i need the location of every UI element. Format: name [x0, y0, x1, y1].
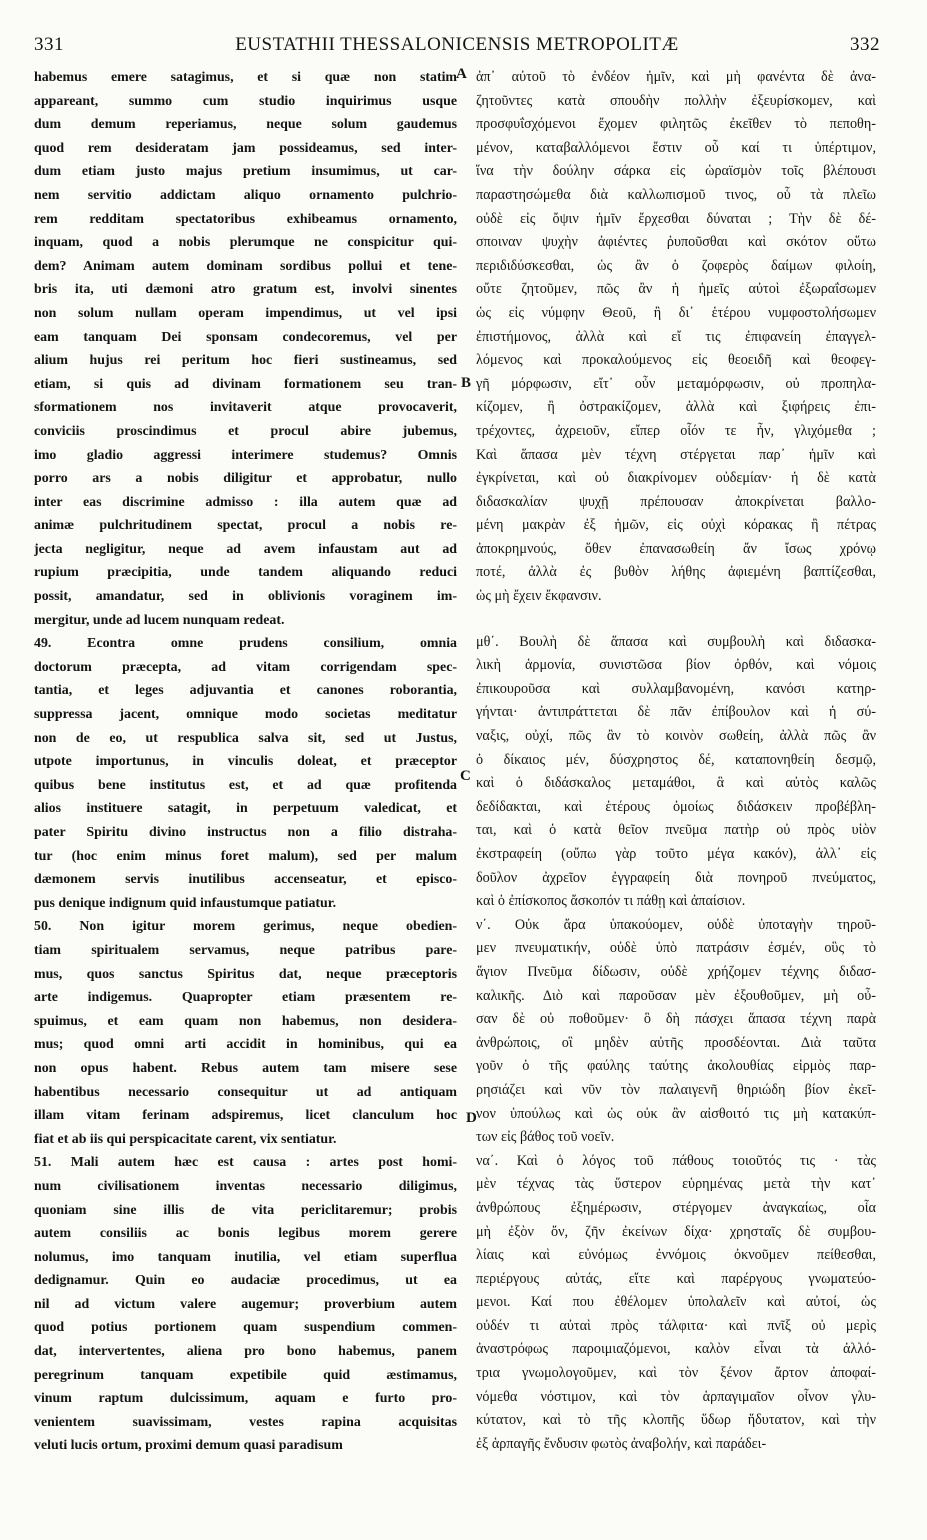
text-line: tiam spiritualem servamus, neque patribus pare- — [34, 942, 457, 958]
running-title: EUSTATHII THESSALONICENSIS METROPOLITÆ — [235, 34, 679, 55]
text-line: να΄. Καὶ ὁ λόγος τοῦ πάθους τοιοῦτός τις · τὰς — [476, 1152, 876, 1169]
text-line: 49. Econtra omne prudens consilium, omnia — [34, 636, 457, 652]
greek-column — [476, 66, 876, 1456]
text-line: pus denique indignum quid infaustumque patiatur. — [34, 895, 337, 911]
text-line: dedignamur. Quin eo audaciæ procedimus, ut ea — [34, 1273, 457, 1289]
text-line: inter eas discrimine admisso : illa autem quæ ad — [34, 494, 457, 510]
text-line: rupium præcipitia, unde tandem aliquando reduci — [34, 565, 457, 581]
text-line: conviciis proscindimus et procul abire jubemus, — [34, 423, 457, 439]
text-line: 51. Mali autem hæc est causa : artes post homi- — [34, 1155, 457, 1171]
text-line: appareant, summo cum studio inquirimus usque — [34, 93, 457, 109]
text-line: τρια γνωμολογοῦμεν, καὶ τὸν ξένον ἄρτον ἀποφαί- — [476, 1365, 876, 1382]
text-line: quod potius portionem quam suspendium commen- — [34, 1320, 457, 1336]
text-line: nolumus, imo tanquam inutilia, vel etiam superflua — [34, 1249, 457, 1265]
margin-letter-c: C — [460, 768, 471, 784]
text-line: rem redditam spectatoribus exhibeamus ornamento, — [34, 211, 457, 227]
text-line: 50. Non igitur morem gerimus, neque obedien- — [34, 919, 457, 935]
text-line: μεν πνευματικήν, οὐδὲ ὑπὸ πατράσιν ἐσμέν, οὓς τὸ — [476, 940, 876, 957]
text-line: sformationem nos invitaverit atque provocaverit, — [34, 400, 457, 416]
text-line: λίαις καὶ εὐνόμως ἐννόμοις ὀκνοῦμεν πείθεσθαι, — [476, 1247, 876, 1264]
text-line: περιδιδύσκεσθαι, ὡς ἂν ὁ ζοφερὸς δαίμων φιλοίη, — [476, 257, 876, 274]
text-line: μένον, καταβαλλόμενοι ἔστιν οὗ καί τι ὑπέρτιμον, — [476, 139, 876, 156]
text-line: γοῦν ὁ τῆς φαύλης ταύτης ἀκολουθίας εἱρμὸς παρ- — [476, 1058, 876, 1075]
text-line: οὔτε ζητοῦμεν, πῶς ἂν ἡ ἡμεῖς αὐτοὶ ἐξωραΐσωμεν — [476, 281, 876, 298]
text-line: ποτέ, ἀλλὰ ἐς βυθὸν λήθης ἀφιεμένη βαπτίζεσθαι, — [476, 564, 876, 581]
text-line: mus, quos sanctus Spiritus dat, neque præceptoris — [34, 966, 457, 982]
text-line: venientem suavissimam, vestes rapina acquisitas — [34, 1414, 457, 1430]
text-line: alium hujus rei peritum hoc fieri sustineamus, sed — [34, 353, 457, 369]
text-line: μὲν τέχνας τὰς ὕστερον εὑρημένας μετὰ τὴν κατ᾿ — [476, 1176, 876, 1193]
text-line: quod rem desideratam jam possideamus, sed inter- — [34, 140, 457, 156]
text-line: animæ pulchritudinem spectat, procul a nobis re- — [34, 518, 457, 534]
text-line: jecta negligitur, neque ad avem infaustam aut ad — [34, 541, 457, 557]
text-line: γῆ μόρφωσιν, εἴτ᾿ οὖν μεταμόρφωσιν, οὐ προπηλα- — [476, 375, 876, 392]
text-line: οὐδὲ εἰς ὄψιν ἡμῖν ἔρχεσθαι δύναται ; Τὴν δὲ δέ- — [476, 210, 876, 227]
text-line: καλικῆς. Διὸ καὶ παροῦσαν μὲν ἐξουθοῦμεν, μὴ οὖ- — [476, 987, 876, 1004]
text-line: quoniam sine illis de vita periclitaremur; probis — [34, 1202, 457, 1218]
text-line: veluti lucis ortum, proximi demum quasi paradisum — [34, 1438, 343, 1454]
text-line: nem servitio addictam aliquo ornamento pulchrio- — [34, 187, 457, 203]
text-line: νον ὑπούλως καὶ ὡς οὐκ ἂν αἰσθοιτό τις μὴ κατακύπ- — [476, 1105, 876, 1122]
text-line: arte indigemus. Quapropter etiam præsentem re- — [34, 990, 457, 1006]
text-line: ἅγιον Πνεῦμα δίδωσιν, οὐδὲ χρήζομεν τέχνης διδασ- — [476, 963, 876, 980]
text-line: νόμεθα νόστιμον, καὶ τὸν ἁρπαγιμαῖον οἶνον γλυ- — [476, 1388, 876, 1405]
text-line: ρησιάζει καὶ νῦν τὸν παλαιγενῆ θηριώδη βίον ἐκεῖ- — [476, 1081, 876, 1098]
text-line: mus; quod omni arti accidit in hominibus, qui ea — [34, 1037, 457, 1053]
text-line: num civilisationem inventas necessario diligimus, — [34, 1178, 457, 1194]
text-line: γήνται· ἀντιπράττεται δὲ πᾶν ἐπίβουλον καὶ ἡ σύ- — [476, 704, 876, 721]
text-line: illam vitam ferinam adspiremus, licet clanculum hoc — [34, 1108, 457, 1124]
text-line: τρέχοντες, ἀχρειοῦν, εἴπερ οἷόν τε ἦν, γλιχόμεθα ; — [476, 422, 876, 439]
text-line: peregrinum tanquam expetibile quid æstimamus, — [34, 1367, 457, 1383]
text-line: παραστησώμεθα διὰ καλλωπισμοῦ τινος, οὗ τὰ πλεῖω — [476, 186, 876, 203]
text-line: non de eo, ut respublica salva sit, sed ut Justus, — [34, 730, 457, 746]
page-number-left: 331 — [34, 34, 64, 55]
text-line: προσφυΐσχόμενοι ἔχομεν φιλητῶς ἐκεῖθεν τὸ πεποθη- — [476, 116, 876, 133]
text-line: μένη μακρὰν ἐξ ἡμῶν, εἰς οὐχὶ κόρακας ἢ πέτρας — [476, 517, 876, 534]
text-line: ἐγκρίνεται, καὶ οὐ διακρίνομεν οὐδεμίαν· ἡ δὲ κατὰ — [476, 470, 876, 487]
text-line: ἀποκρημνούς, ὅθεν ἐπανασωθείη ἄν ἴσως χρόνῳ — [476, 540, 876, 557]
text-line: δοῦλον ἀχρεῖον ἐγγραφείη διὰ πονηροῦ πνεύματος, — [476, 869, 876, 886]
text-line: etiam, si quis ad divinam formationem seu tran- — [34, 376, 457, 392]
text-line: καὶ ὁ διδάσκαλος μεταμάθοι, ἃ καὶ αὐτὸς καλῶς — [476, 775, 876, 792]
paragraph-gap — [476, 609, 876, 631]
text-line: ἀνθρώπους ἐξημέρωσιν, στέργομεν ἀναγκαίως, οἷα — [476, 1199, 876, 1216]
text-line: ναξις, οὐχί, πῶς ἂν τὸ κοινὸν σωθείη, ἀλλὰ πῶς ἂν — [476, 728, 876, 745]
text-line: spuimus, et eam quam non habemus, non desidera- — [34, 1013, 457, 1029]
text-line: possit, amandatur, sed in oblivionis voraginem im- — [34, 589, 457, 605]
text-line: διδασκαλίαν ψυχῇ πρέπουσαν ἀποκρίνεται βαλλο- — [476, 493, 876, 510]
margin-letter-d: D — [466, 1110, 477, 1126]
text-line: tur (hoc enim minus foret malum), sed per malum — [34, 848, 457, 864]
text-line: alios instituere satagit, in perpetuum valedicat, et — [34, 801, 457, 817]
text-line: pater Spiritu divino instructus non a filio distraha- — [34, 825, 457, 840]
text-line: οὐδέν τι αὐταὶ πρὸς τάλφιτα· καὶ πνῖξ οὐ μερὶς — [476, 1317, 876, 1334]
text-line: Καὶ ἅπασα μὲν τέχνη στέργεται παρ᾿ ἡμῖν καὶ — [476, 446, 876, 463]
text-line: δεδίδακται, καὶ ἑτέρους ὁμοίως διδάσκειν προβέβλη- — [476, 798, 876, 815]
text-line: doctorum præcepta, ad vitam corrigendam spec- — [34, 659, 457, 675]
text-line: ὡς εἰς νύμφην Θεοῦ, ἢ δι᾿ ἑτέρου νυμφοστολήσωμεν — [476, 304, 876, 321]
text-line: dat, intervertentes, aliena pro bono habemus, panem — [34, 1344, 457, 1360]
text-line: dem? Animam autem dominam sordibus pollui et tene- — [34, 258, 457, 274]
text-line: κίζομεν, ἢ ὀστρακίζομεν, ἀλλὰ καὶ ξιφήρεις ἐπι- — [476, 399, 876, 416]
page-header — [34, 34, 880, 58]
text-line: ἐπιστήμονος, ἀλλὰ καὶ εἴ τις ἐπιφανείη ἐπαγγελ- — [476, 328, 876, 345]
margin-letter-a: A — [456, 66, 467, 82]
text-line: dæmonem servis inutilibus accenseatur, et episco- — [34, 872, 457, 888]
text-line: ται, καὶ ὁ κατὰ θεῖον πνεῦμα πατὴρ οὐ πρὸς υἱὸν — [476, 822, 876, 839]
text-line: των εἰς βάθος τοῦ νοεῖν. — [476, 1129, 615, 1146]
text-line: imo gladio aggressi interimere studemus? Omnis — [34, 447, 457, 463]
text-line: σποιναν ψυχὴν ἀφιέντες ῥυποῦσθαι καὶ σκότον οὕτω — [476, 234, 876, 251]
latin-column — [34, 66, 457, 1458]
text-line: μθ΄. Βουλὴ δὲ ἅπασα καὶ συμβουλὴ καὶ διδασκα- — [476, 633, 876, 650]
text-line: περιέργους αὐτάς, εἴτε καὶ παρέργους γνωματεύο- — [476, 1270, 876, 1287]
page-number-right: 332 — [850, 34, 880, 55]
text-line: ἐξ ἁρπαγῆς ἔνδυσιν φωτὸς ἀναβολήν, καὶ παράδει- — [476, 1435, 767, 1452]
text-line: λικὴ ἁρμονία, συνιστῶσα βίον ὀρθόν, καὶ νόμοις — [476, 657, 876, 674]
text-line: quibus bene institutus est, et ad quæ profitenda — [34, 777, 457, 793]
text-line: dum demum reperiamus, neque solum gaudemus — [34, 117, 457, 133]
text-line: ὡς μὴ ἔχειν ἔκφανσιν. — [476, 588, 602, 605]
margin-letter-b: B — [461, 375, 472, 391]
text-line: habemus emere satagimus, et si quæ non statim — [34, 70, 457, 85]
text-line: non solum nullam operam impendimus, ut vel ipsi — [34, 305, 457, 321]
text-line: κύτατον, καὶ τὸ τῆς κλοπῆς ὕδωρ ἥδυτατον, καὶ τὴν — [476, 1412, 876, 1429]
text-line: μὴ ἐξὸν ὄν, ζῆν ἐκείνων δίχα· χρησταῖς δὲ συμβου- — [476, 1223, 876, 1240]
text-line: mergitur, unde ad lucem nunquam redeat. — [34, 612, 285, 628]
text-line: inquam, quod a nobis plerumque ne conspicitur qui- — [34, 235, 457, 251]
text-line: μενοι. Καί που ἐθέλομεν ὑπολαλεῖν καὶ αὐτοί, ὡς — [476, 1294, 876, 1311]
text-line: eam tanquam Dei sponsam condecoremus, vel per — [34, 329, 457, 345]
text-line: non opus habent. Rebus autem tam misere sese — [34, 1060, 457, 1076]
text-line: fiat et ab iis qui perspicacitate carent, vix sentiatur. — [34, 1131, 337, 1147]
text-line: ἀνθρώποις, οἳ μηδὲν αὐτῆς προσδέονται. Διὰ ταῦτα — [476, 1034, 876, 1051]
text-line: utpote importunus, in vinculis doleat, et præceptor — [34, 754, 457, 770]
text-line: ἀναστρόφως παροιμιαζόμενοι, καλὸν εἶναι τὰ ἀλλό- — [476, 1341, 876, 1358]
text-line: nil ad victum valere augemur; proverbium autem — [34, 1296, 457, 1312]
text-line: dum etiam justo majus pretium insumimus, ut car- — [34, 164, 457, 180]
text-line: ἐκστραφείη (οὔπω γὰρ τοῦτο μέγα κακόν), ἀλλ᾿ εἰς — [476, 846, 876, 862]
text-line: vinum raptum dulcissimum, aquam e furto pro- — [34, 1391, 457, 1407]
text-line: λόμενος καὶ προκαλούμενος εἰς θεοειδῆ καὶ θεοφεγ- — [476, 352, 876, 369]
text-line: σαν δὲ οὐ ποθοῦμεν· ὃ δὴ πάσχει ἅπασα τέχνη παρὰ — [476, 1011, 876, 1028]
text-line: ἵνα τὴν δούλην σάρκα εἰς ὡραϊσμὸν τοῖς βλέπουσι — [476, 163, 876, 180]
text-line: ὁ δίκαιος μέν, δύσχρηστος δέ, καταπονηθείη δεσμῷ, — [476, 751, 876, 768]
text-line: ν΄. Οὐκ ἄρα ὑπακούομεν, οὐδὲ ὑποταγὴν τηροῦ- — [476, 916, 876, 933]
text-line: bris ita, uti dæmoni atro gratum est, involvi sinentes — [34, 282, 457, 298]
text-line: ἐπικουροῦσα καὶ συλλαμβανομένη, κανόσι κατηρ- — [476, 680, 876, 697]
text-line: habentibus necessario consequitur ut ad antiquam — [34, 1084, 457, 1100]
text-line: καὶ ὁ ἐπίσκοπος ἄσκοπόν τι πάθῃ καὶ ἀπαίσιον. — [476, 893, 746, 910]
text-line: ἀπ᾿ αὐτοῦ τὸ ἐνδέον ἡμῖν, καὶ μὴ φανέντα δὲ ἀνα- — [476, 69, 876, 85]
text-line: tantia, et leges adjuvantia et canones roborantia, — [34, 683, 457, 699]
text-line: autem consiliis ac bonis legibus morem gerere — [34, 1226, 457, 1242]
text-line: suppressa jacent, omnique modo societas meditatur — [34, 707, 457, 723]
text-line: ζητοῦντες κατὰ σπουδὴν πολλὴν ἐξευρίσκομεν, καὶ — [476, 92, 876, 109]
text-line: porro ars a nobis diligitur et approbatur, nullo — [34, 471, 457, 487]
